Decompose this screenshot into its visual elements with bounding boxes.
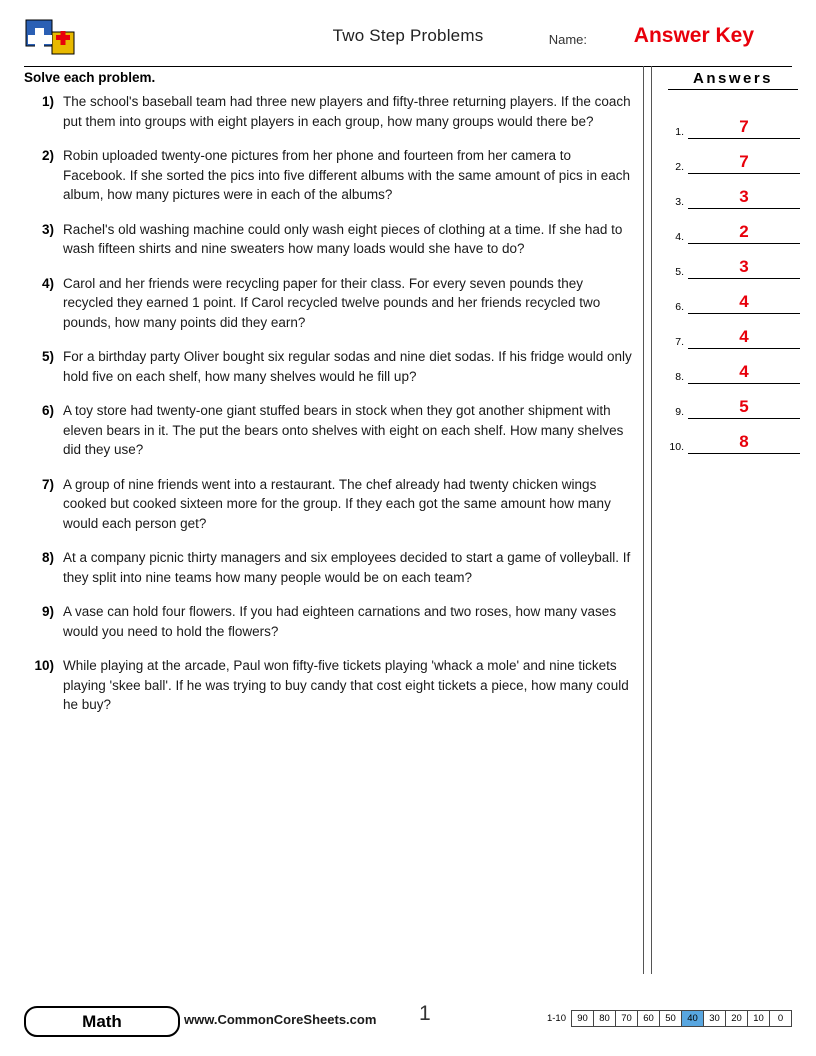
problem-text: The school's baseball team had three new players and fifty-three returning players. If the coach put them into groups with eight players in each group, how many groups would there be? bbox=[63, 94, 631, 129]
problem-number: 8) bbox=[41, 550, 54, 565]
scale-cell-highlighted: 40 bbox=[681, 1010, 703, 1027]
answer-row bbox=[660, 244, 800, 279]
scale-cell: 10 bbox=[747, 1010, 769, 1027]
answer-index: 6. bbox=[675, 301, 684, 313]
answer-index: 10. bbox=[669, 441, 684, 453]
answer-list bbox=[660, 104, 800, 454]
instructions: Solve each problem. bbox=[24, 70, 156, 85]
problem-number: 2) bbox=[41, 148, 54, 163]
answer-row bbox=[660, 384, 800, 419]
problem-text: For a birthday party Oliver bought six regular sodas and nine diet sodas. If his fridge would only hold five on each shelf, how many shelves would he fill up? bbox=[63, 349, 632, 384]
answer-row bbox=[660, 349, 800, 384]
answer-value[interactable]: 2 bbox=[688, 222, 800, 244]
scale-cell: 0 bbox=[769, 1010, 792, 1027]
problem-item bbox=[24, 656, 634, 715]
scale-cell: 50 bbox=[659, 1010, 681, 1027]
problem-number: 4) bbox=[41, 275, 54, 291]
answer-value[interactable]: 7 bbox=[688, 152, 800, 174]
answer-value[interactable]: 4 bbox=[688, 362, 800, 384]
answer-row bbox=[660, 139, 800, 174]
problem-text: Rachel's old washing machine could only wash eight pieces of clothing at a time. If she had to wash fifteen shirts and nine sweaters how many loads would she have to do? bbox=[63, 221, 623, 256]
page-title: Two Step Problems bbox=[332, 26, 484, 45]
answer-row bbox=[660, 104, 800, 139]
scale-cell: 20 bbox=[725, 1010, 747, 1027]
answer-value[interactable]: 4 bbox=[688, 292, 800, 314]
answer-value[interactable]: 3 bbox=[688, 187, 800, 209]
worksheet-footer bbox=[24, 1002, 792, 1040]
answer-index: 1. bbox=[675, 126, 684, 138]
answer-key-label: Answer Key bbox=[633, 24, 754, 47]
grading-scale bbox=[547, 1010, 792, 1027]
answer-row bbox=[660, 209, 800, 244]
problem-number: 7) bbox=[41, 476, 54, 492]
subject-badge: Math bbox=[24, 1006, 180, 1037]
name-label: Name: bbox=[548, 32, 587, 47]
problem-text: A group of nine friends went into a restaurant. The chef already had twenty chicken wings cooked but cooked sixteen more for the group. If they each got the same amount how many would each person get? bbox=[63, 476, 611, 531]
answer-index: 9. bbox=[675, 406, 684, 418]
scale-cell: 30 bbox=[703, 1010, 725, 1027]
page-number: 1 bbox=[419, 1002, 431, 1025]
worksheet-header bbox=[24, 18, 792, 62]
problem-item bbox=[24, 347, 634, 386]
answer-row bbox=[660, 174, 800, 209]
problem-number: 5) bbox=[41, 349, 54, 364]
problem-text: Carol and her friends were recycling paper for their class. For every seven pounds they recycled they earned 1 point. If Carol recycled twelve pounds and her friends recycled two pounds, how many points did they earn? bbox=[63, 275, 601, 330]
problem-text: Robin uploaded twenty-one pictures from her phone and fourteen from her camera to Facebook. If she sorted the pics into five different albums with the same amount of pics in each album, how many pictures were in each of the albums? bbox=[63, 148, 631, 202]
answer-index: 4. bbox=[675, 231, 684, 243]
problem-number: 10) bbox=[34, 658, 54, 673]
problem-item bbox=[24, 146, 634, 205]
scale-range-label: 1-10 bbox=[546, 1013, 566, 1024]
problem-item bbox=[24, 602, 634, 641]
problem-text: At a company picnic thirty managers and six employees decided to start a game of volleyball. If they split into nine teams how many people would be on each team? bbox=[63, 550, 631, 585]
problem-item bbox=[24, 92, 634, 131]
problem-item bbox=[24, 401, 634, 460]
scale-cell: 80 bbox=[593, 1010, 615, 1027]
scale-cell: 90 bbox=[571, 1010, 593, 1027]
problem-text: A toy store had twenty-one giant stuffed bears in stock when they got another shipment with eleven bears in it. The put the bears onto shelves with eight on each shelf. How many shelves did they use? bbox=[63, 403, 624, 457]
answer-index: 5. bbox=[675, 266, 684, 278]
problem-number: 9) bbox=[41, 604, 54, 619]
answer-row bbox=[660, 314, 800, 349]
answer-value[interactable]: 4 bbox=[688, 327, 800, 349]
problem-item bbox=[24, 274, 634, 333]
problem-text: While playing at the arcade, Paul won fifty-five tickets playing 'whack a mole' and nine tickets playing 'skee ball'. If he was trying to buy candy that cost eight tickets a piece, how many could he buy? bbox=[63, 658, 629, 712]
scale-cell: 60 bbox=[637, 1010, 659, 1027]
column-divider-right bbox=[651, 66, 652, 974]
answer-value[interactable]: 3 bbox=[688, 257, 800, 279]
problem-number: 1) bbox=[41, 94, 54, 109]
column-divider-left bbox=[643, 66, 644, 974]
answer-value[interactable]: 5 bbox=[688, 397, 800, 419]
problem-number: 6) bbox=[41, 403, 54, 418]
answers-column-header: Answers bbox=[668, 70, 798, 90]
answer-index: 3. bbox=[675, 196, 684, 208]
problem-list bbox=[24, 92, 634, 730]
answer-index: 2. bbox=[675, 161, 684, 173]
problem-number: 3) bbox=[41, 221, 54, 237]
answer-value[interactable]: 7 bbox=[688, 117, 800, 139]
header-divider bbox=[24, 66, 792, 67]
problem-item bbox=[24, 548, 634, 587]
answer-row bbox=[660, 419, 800, 454]
problem-text: A vase can hold four flowers. If you had eighteen carnations and two roses, how many vases would you need to hold the flowers? bbox=[63, 604, 617, 639]
answer-index: 7. bbox=[675, 336, 684, 348]
answer-row bbox=[660, 279, 800, 314]
problem-item bbox=[24, 475, 634, 534]
answer-value[interactable]: 8 bbox=[688, 432, 800, 454]
website-url: www.CommonCoreSheets.com bbox=[184, 1012, 377, 1027]
answer-index: 8. bbox=[675, 371, 684, 383]
problem-item bbox=[24, 220, 634, 259]
scale-cell: 70 bbox=[615, 1010, 637, 1027]
